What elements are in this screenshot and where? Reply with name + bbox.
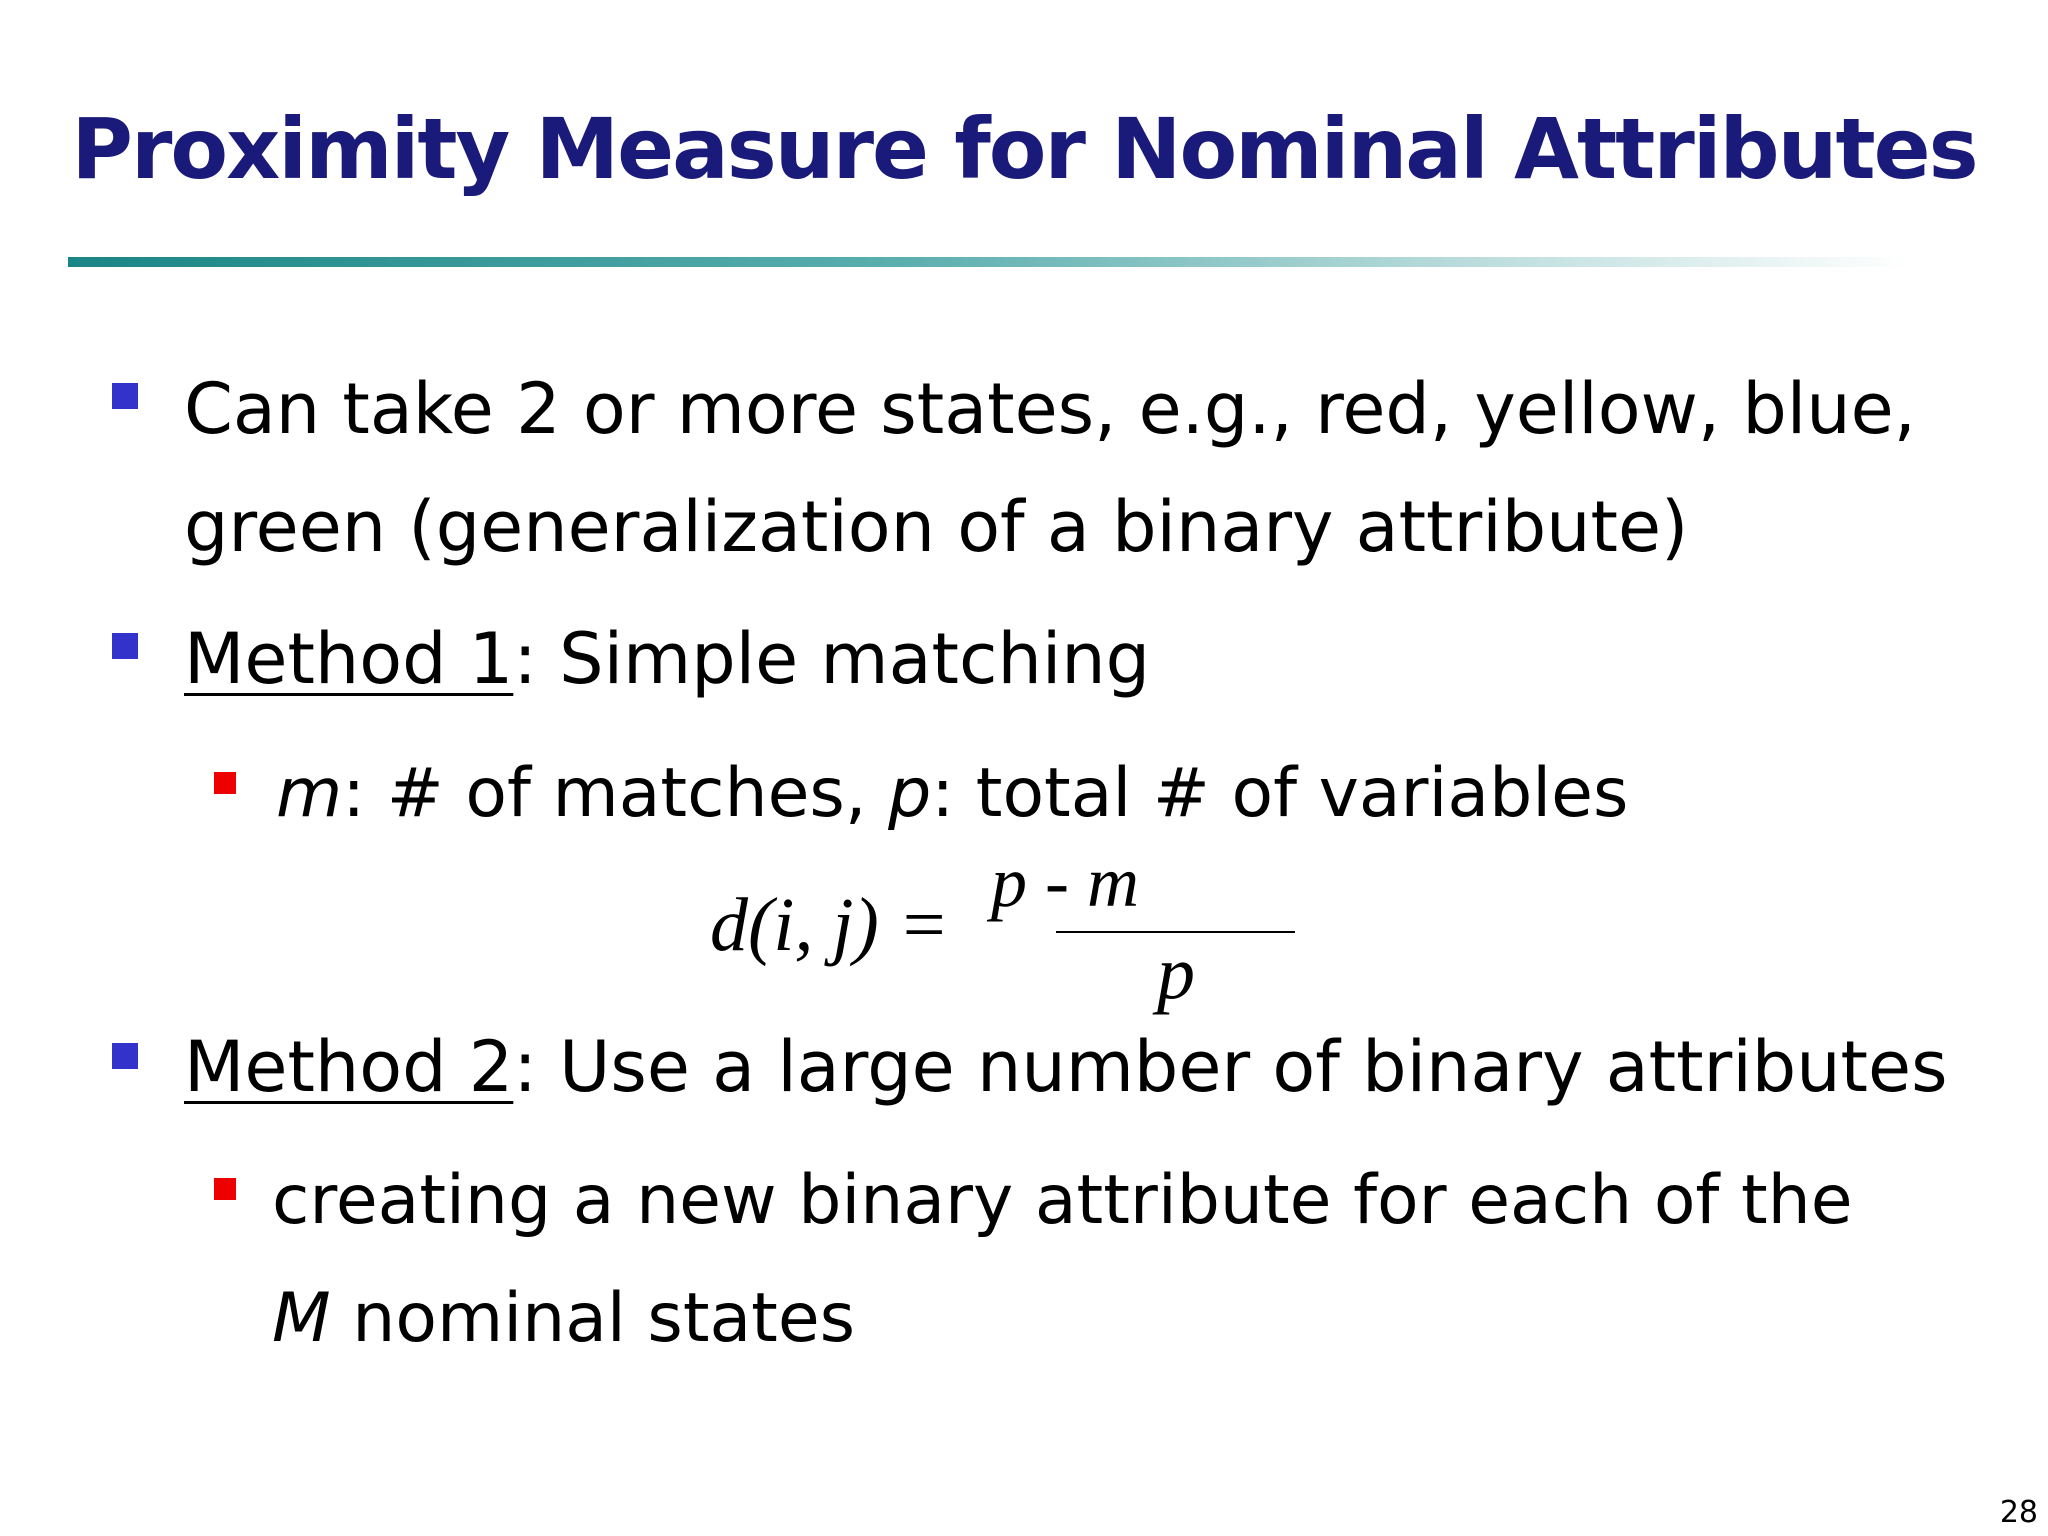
formula-numerator: p - m xyxy=(991,858,1139,922)
sub-bullet-matches xyxy=(276,735,1628,853)
bullet-square-icon xyxy=(112,633,138,659)
variables-text: : total # of variables xyxy=(931,754,1629,833)
bullet-method-1 xyxy=(184,600,1150,718)
var-p: p xyxy=(888,754,932,833)
bullet-states-line1: Can take 2 or more states, e.g., red, yellow, blue, xyxy=(184,368,1916,450)
bullet-states-line2: green (generalization of a binary attribute) xyxy=(184,486,1689,568)
slide-title: Proximity Measure for Nominal Attributes xyxy=(71,100,1977,198)
bullet-states xyxy=(184,350,1916,586)
page-number: 28 xyxy=(1999,1495,2038,1530)
matches-text: : # of matches, xyxy=(342,754,889,833)
nominal-line2 xyxy=(272,1260,1853,1378)
method-1-label: Method 1 xyxy=(184,618,514,700)
bullet-square-icon xyxy=(112,383,138,409)
formula-denominator: p xyxy=(1157,931,1195,1015)
distance-formula xyxy=(710,858,1300,1018)
sub-bullet-square-icon xyxy=(214,1178,236,1200)
bullet-square-icon xyxy=(112,1043,138,1069)
sub-bullet-square-icon xyxy=(214,772,236,794)
method-1-text: : Simple matching xyxy=(513,618,1151,700)
method-2-label: Method 2 xyxy=(184,1026,514,1108)
formula-lhs: d(i, j) = xyxy=(710,883,950,967)
method-2-text: : Use a large number of binary attributes xyxy=(513,1026,1948,1108)
bullet-method-2 xyxy=(184,1008,1948,1126)
var-M: M xyxy=(272,1279,331,1358)
sub-bullet-nominal-states xyxy=(272,1142,1853,1378)
var-m: m xyxy=(276,754,343,833)
title-divider xyxy=(68,257,1908,267)
nominal-states-text: nominal states xyxy=(330,1279,856,1358)
nominal-line1: creating a new binary attribute for each of the xyxy=(272,1161,1853,1240)
